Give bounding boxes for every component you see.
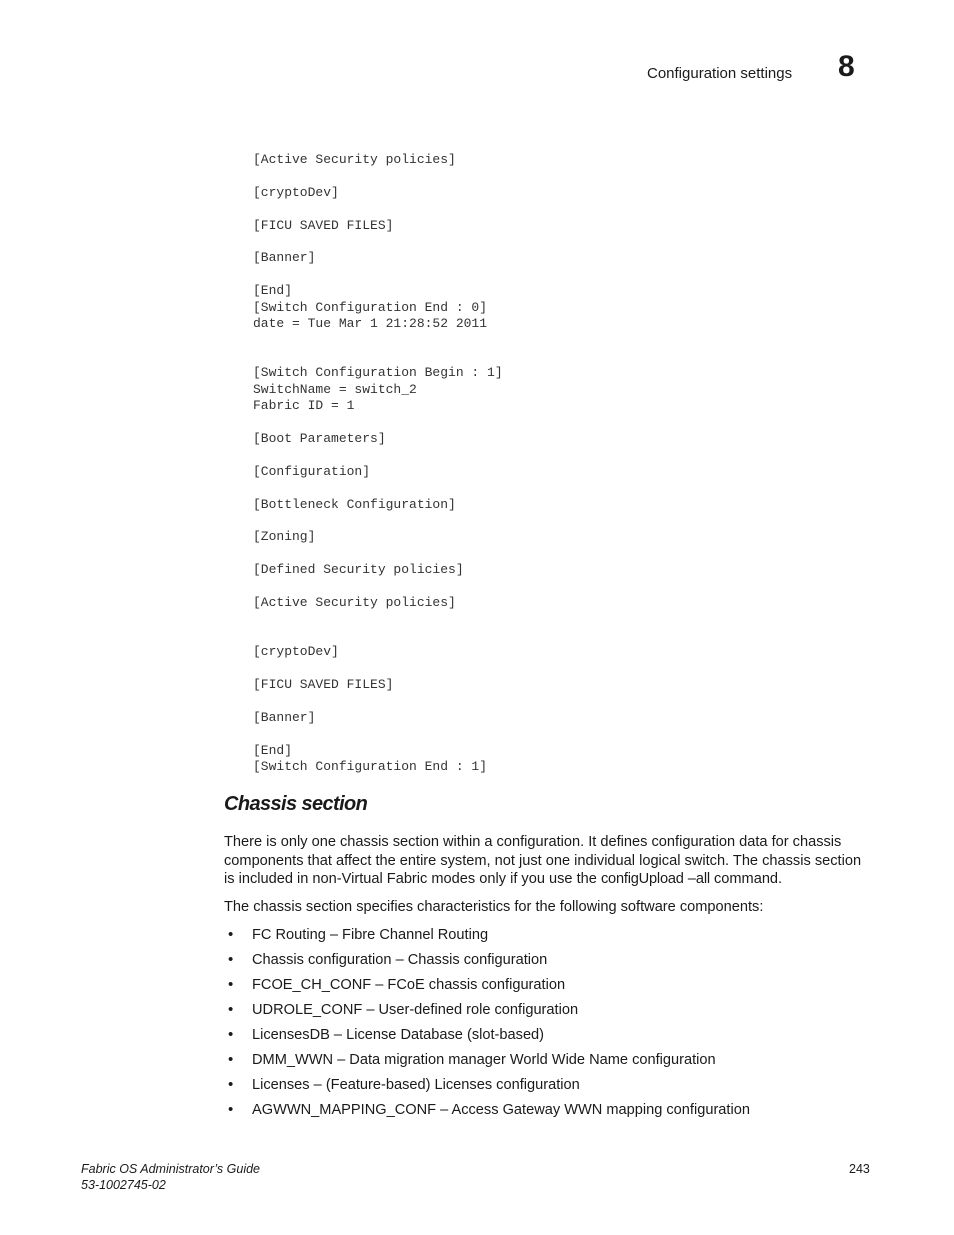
list-item-text: FCOE_CH_CONF – FCoE chassis configuration [252,977,566,993]
bullet-icon: • [228,1026,234,1043]
list-item-text: LicensesDB – License Database (slot-based) [252,1027,545,1043]
code-block [253,152,503,775]
bullet-icon: • [228,976,234,993]
list-item-text: Chassis configuration – Chassis configuration [252,952,548,968]
code-line: [Active Security policies] [253,152,456,167]
component-list [224,925,750,1125]
code-line: [End] [253,742,293,758]
code-line: [cryptoDev] [253,644,339,660]
paragraph-chassis-intro [224,833,864,889]
list-item [224,950,750,975]
list-item-text: UDROLE_CONF – User-defined role configuration [252,1002,579,1018]
code-line: [Switch Configuration Begin : 1] [253,365,503,381]
code-line: [FICU SAVED FILES] [253,677,394,692]
bullet-icon: • [228,926,234,943]
code-line: [Banner] [253,709,316,725]
bullet-icon: • [228,1001,234,1018]
page-number: 243 [849,1162,870,1176]
list-item [224,1100,750,1125]
running-header-title: Configuration settings [647,65,793,82]
code-line: [Zoning] [253,529,316,545]
code-line: [End] [253,283,293,299]
code-line: [Switch Configuration End : 1] [253,759,488,775]
footer-doc-number: 53-1002745-02 [81,1178,166,1192]
bullet-icon: • [228,951,234,968]
code-line: [Configuration] [253,463,371,479]
list-item [224,925,750,950]
code-line: date = Tue Mar 1 21:28:52 2011 [253,316,488,332]
list-item-text: Licenses – (Feature-based) Licenses configuration [252,1077,580,1093]
code-line: [Defined Security policies] [253,562,464,578]
list-item-text: AGWWN_MAPPING_CONF – Access Gateway WWN mapping configuration [252,1102,750,1118]
code-line: [FICU SAVED FILES] [253,217,394,233]
code-line: [Boot Parameters] [253,430,386,446]
code-line: [Banner] [253,250,316,266]
code-line: [Bottleneck Configuration] [253,496,456,512]
bullet-icon: • [228,1076,234,1093]
bullet-icon: • [228,1051,234,1068]
chapter-number: 8 [838,50,855,83]
list-item-text: DMM_WWN – Data migration manager World Wide Name configuration [252,1052,716,1068]
code-line: SwitchName = switch_2 [253,381,417,397]
list-item [224,1075,750,1100]
code-line: [Switch Configuration End : 0] [253,299,488,315]
paragraph-components: The chassis section specifies characteristics for the following software components: [224,899,764,915]
list-item [224,1050,750,1075]
intro-end: command. [709,871,783,888]
code-line: [cryptoDev] [253,184,339,200]
list-item-text: FC Routing – Fibre Channel Routing [252,927,489,943]
intro-text: There is only one chassis section within a configuration. It defines configuration data for chassis components that affect the entire system, not just one individual logical switch. The chassis section is included in non-Virtual Fabric modes only if you use the [224,834,862,888]
option-dash: – [683,871,696,888]
code-line: Fabric ID = 1 [253,398,355,414]
section-heading: Chassis section [224,793,368,815]
footer-doc-title: Fabric OS Administrator’s Guide [81,1162,260,1176]
footer-doc-info [81,1161,260,1193]
bullet-icon: • [228,1101,234,1118]
command-configupload: configUpload [600,871,684,888]
list-item [224,975,750,1000]
option-all: all [695,871,710,888]
code-line: [Active Security policies] [253,594,456,610]
list-item [224,1025,750,1050]
list-item [224,1000,750,1025]
